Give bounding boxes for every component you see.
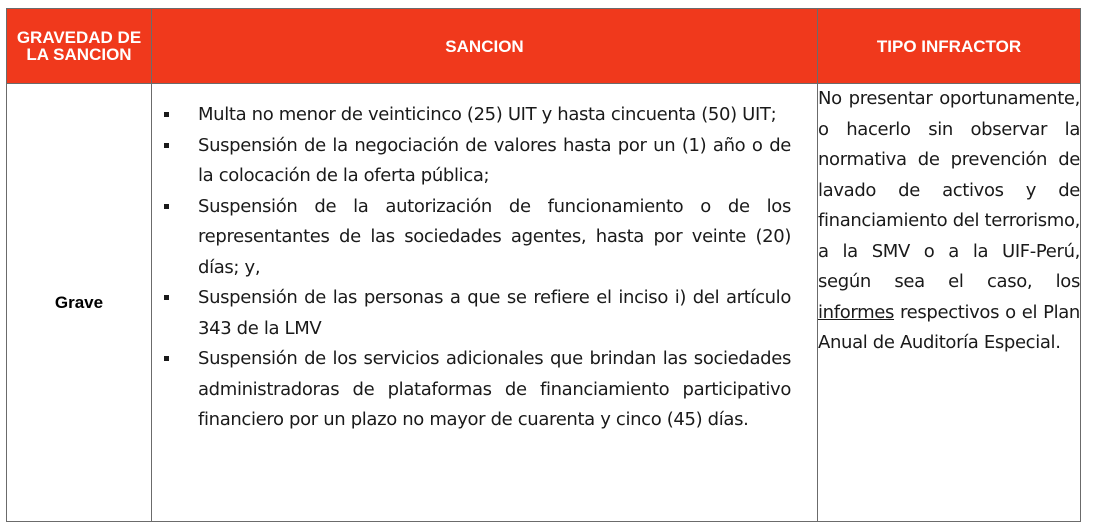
sancion-cell bbox=[152, 84, 818, 522]
bullet-icon bbox=[164, 112, 169, 117]
sancion-text: Suspensión de la negociación de valores hasta por un (1) año o de la colocación de la oferta pública; bbox=[198, 134, 791, 186]
table-row bbox=[7, 84, 1081, 522]
tipo-infractor-before: No presentar oportunamente, o hacerlo sin observar la normativa de prevención de lavado de activos y de financiamiento del terrorismo, a la SMV o a la UIF-Perú, según sea el caso, los bbox=[818, 88, 1080, 292]
header-row bbox=[7, 9, 1081, 84]
tipo-infractor-cell bbox=[818, 84, 1081, 522]
sanctions-table bbox=[6, 8, 1081, 522]
bullet-icon bbox=[164, 295, 169, 300]
sanciones-list bbox=[152, 84, 817, 436]
sancion-text: Multa no menor de veinticinco (25) UIT y hasta cincuenta (50) UIT; bbox=[198, 104, 777, 125]
header-tipo-infractor: TIPO INFRACTOR bbox=[818, 9, 1081, 84]
header-gravedad: GRAVEDAD DE LA SANCION bbox=[7, 9, 152, 84]
tipo-infractor-text bbox=[818, 84, 1080, 359]
tipo-infractor-after: respectivos o el Plan Anual de Auditoría Especial. bbox=[818, 301, 1080, 353]
list-item bbox=[164, 344, 791, 436]
sancion-text: Suspensión de las personas a que se refiere el inciso i) del artículo 343 de la LMV bbox=[198, 287, 791, 339]
bullet-icon bbox=[164, 143, 169, 148]
header-sancion: SANCION bbox=[152, 9, 818, 84]
gravedad-cell: Grave bbox=[7, 84, 152, 522]
list-item bbox=[164, 192, 791, 284]
bullet-icon bbox=[164, 356, 169, 361]
list-item bbox=[164, 131, 791, 192]
informes-link[interactable]: informes bbox=[818, 301, 895, 323]
sancion-text: Suspensión de la autorización de funcionamiento o de los representantes de las sociedades agentes, hasta por veinte (20) días; y, bbox=[198, 195, 791, 278]
list-item bbox=[164, 100, 791, 131]
bullet-icon bbox=[164, 204, 169, 209]
list-item bbox=[164, 283, 791, 344]
sancion-text: Suspensión de los servicios adicionales que brindan las sociedades administradoras de plataformas de financiamiento participativo financiero por un plazo no mayor de cuarenta y cinco (45) días. bbox=[198, 348, 791, 430]
